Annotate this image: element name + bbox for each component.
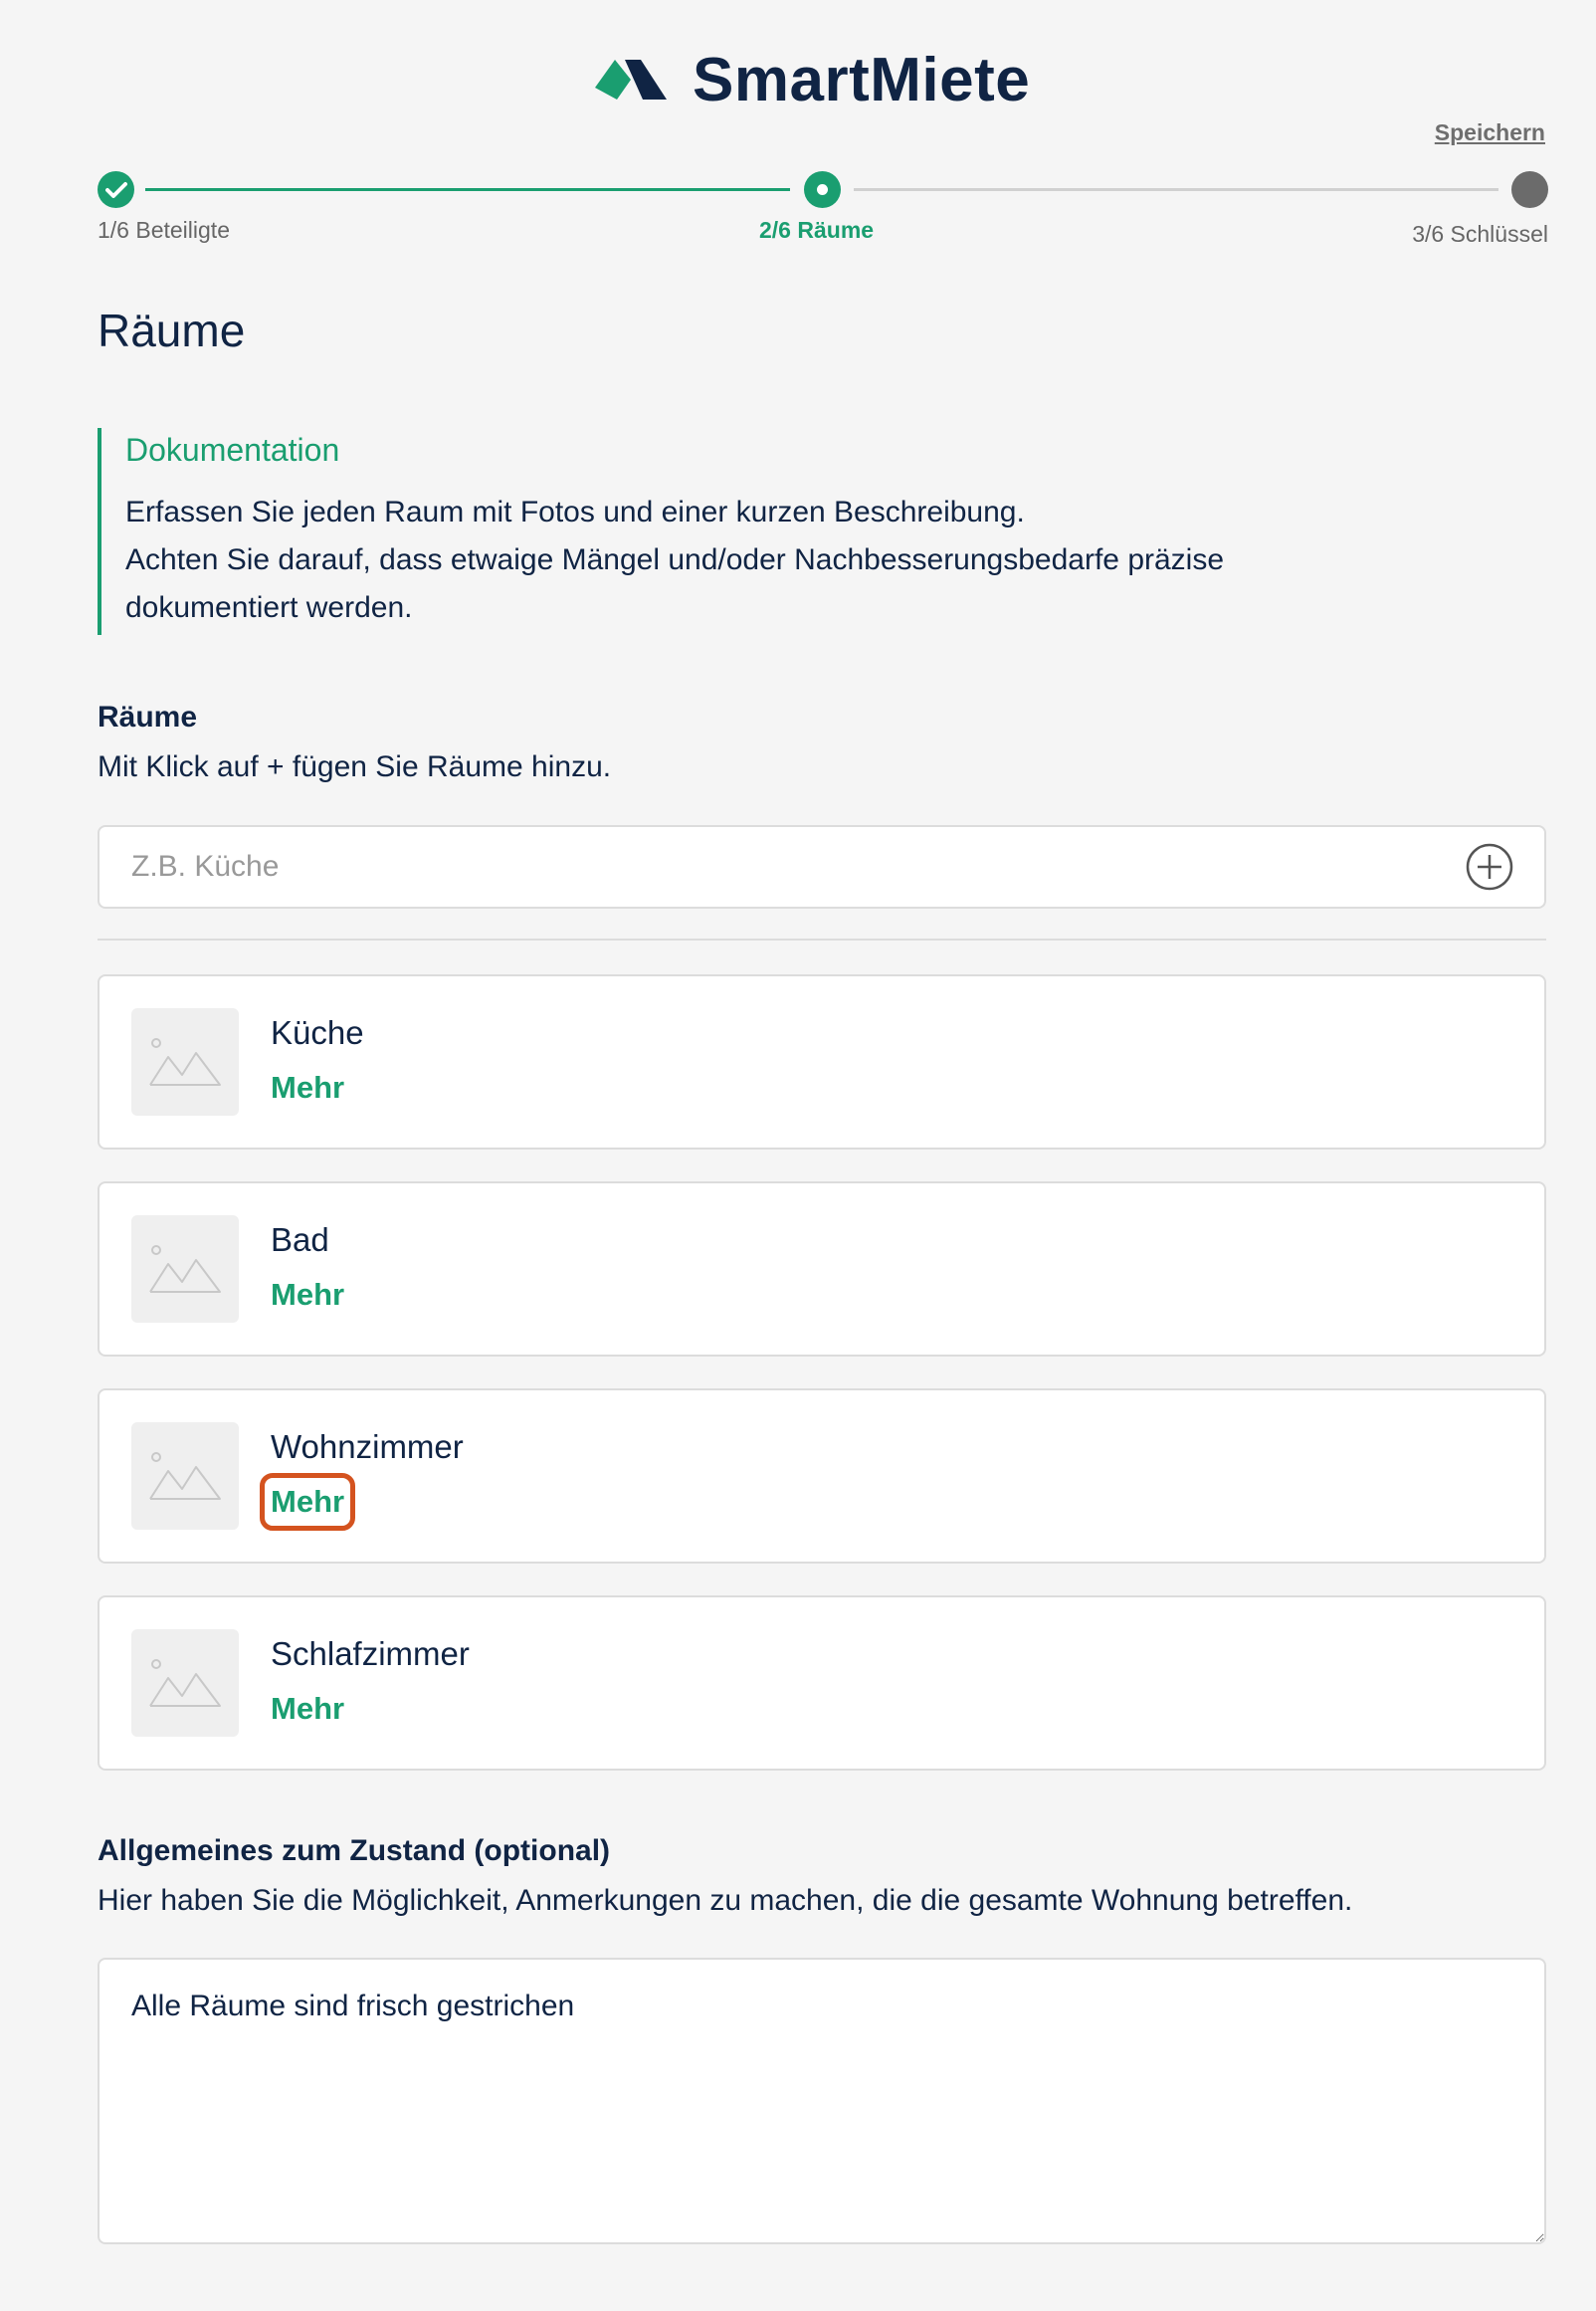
info-title: Dokumentation (125, 432, 340, 468)
room-more-link[interactable]: Mehr (271, 1691, 345, 1726)
room-more-link[interactable]: Mehr (271, 1070, 345, 1105)
step-3-indicator[interactable] (1511, 171, 1548, 208)
smartmiete-logo-icon (595, 54, 667, 105)
add-room-field (98, 825, 1546, 909)
room-card (98, 974, 1546, 1150)
info-text (125, 489, 1391, 632)
room-card (98, 1388, 1546, 1564)
condition-section-title: Allgemeines zum Zustand (optional) (98, 1834, 611, 1867)
image-placeholder-icon (148, 1449, 222, 1503)
step-2-indicator[interactable] (804, 171, 841, 208)
room-name: Wohnzimmer (271, 1428, 464, 1465)
room-name: Bad (271, 1221, 329, 1258)
step-2-label[interactable]: 2/6 Räume (759, 217, 875, 243)
stepper-line-done (145, 188, 790, 191)
documentation-info-box (98, 428, 1391, 635)
room-name-input[interactable] (100, 826, 1465, 908)
info-line-2: Achten Sie darauf, dass etwaige Mängel und/oder Nachbesserungsbedarfe präzise (125, 543, 1225, 576)
room-more-link[interactable]: Mehr (271, 1277, 345, 1312)
section-divider (98, 939, 1546, 941)
plus-circle-icon[interactable] (1465, 842, 1514, 892)
rooms-section-title: Räume (98, 701, 198, 734)
room-card (98, 1181, 1546, 1357)
current-step-dot (817, 184, 828, 195)
step-1-indicator[interactable] (98, 171, 134, 208)
image-placeholder-icon (148, 1242, 222, 1296)
image-placeholder-icon (148, 1035, 222, 1089)
room-name: Küche (271, 1014, 364, 1051)
room-thumbnail[interactable] (131, 1422, 239, 1530)
page-title: Räume (98, 305, 246, 356)
room-more-link[interactable]: Mehr (271, 1484, 345, 1519)
brand-name: SmartMiete (693, 45, 1031, 114)
condition-notes-textarea[interactable] (98, 1958, 1546, 2244)
progress-stepper (98, 171, 1548, 251)
info-line-1: Erfassen Sie jeden Raum mit Fotos und einer kurzen Beschreibung. (125, 496, 1025, 528)
image-placeholder-icon (148, 1656, 222, 1710)
check-icon (105, 181, 127, 199)
rooms-section-subtitle: Mit Klick auf + fügen Sie Räume hinzu. (98, 750, 612, 783)
step-1-label[interactable]: 1/6 Beteiligte (98, 217, 230, 243)
info-line-3: dokumentiert werden. (125, 591, 413, 624)
condition-section-subtitle: Hier haben Sie die Möglichkeit, Anmerkungen zu machen, die die gesamte Wohnung betreffen. (98, 1884, 1353, 1917)
step-3-label[interactable]: 3/6 Schlüssel (1412, 221, 1548, 247)
room-thumbnail[interactable] (131, 1215, 239, 1323)
room-thumbnail[interactable] (131, 1629, 239, 1737)
save-link[interactable]: Speichern (1434, 119, 1545, 145)
brand-logo (595, 40, 1030, 119)
room-thumbnail[interactable] (131, 1008, 239, 1116)
stepper-line-todo (854, 188, 1498, 191)
room-name: Schlafzimmer (271, 1635, 470, 1672)
room-card (98, 1595, 1546, 1771)
